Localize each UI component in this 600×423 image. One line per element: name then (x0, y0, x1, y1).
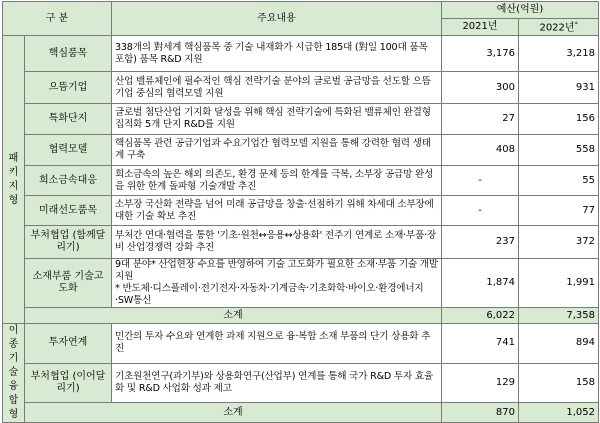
value-y2021: 1,874 (442, 259, 519, 308)
group-label: 이종기술융합형 (3, 324, 25, 423)
value-y2021: 741 (442, 324, 519, 364)
value-y2022: 372 (519, 226, 599, 259)
value-y2022: 931 (519, 72, 599, 104)
row-description: 산업 밸류체인에 필수적인 핵심 전략기술 분야의 글로벌 공급망을 선도할 으뜸기업 중심의 협력모델 지원 (112, 72, 442, 104)
value-y2022: 894 (519, 324, 599, 364)
row-name: 투자연계 (25, 324, 112, 364)
value-y2021: - (442, 166, 519, 196)
value-y2021: 27 (442, 104, 519, 135)
value-y2022: 156 (519, 104, 599, 135)
table-row (3, 226, 599, 259)
value-y2022: 158 (519, 363, 599, 403)
subtotal-y2022: 7,358 (519, 308, 599, 324)
subtotal-row (3, 308, 599, 324)
row-name: 특화단지 (25, 104, 112, 135)
header-2021: 2021년 (442, 19, 519, 36)
row-name: 희소금속대응 (25, 166, 112, 196)
table-row (3, 104, 599, 135)
value-y2022: 3,218 (519, 36, 599, 72)
footnote: * 반도체·디스플레이·전기전자·자동차·기계금속·기초화학·바이오·환경에너지·SW통신 (115, 283, 424, 306)
value-y2021: 300 (442, 72, 519, 104)
value-y2021: 237 (442, 226, 519, 259)
row-description: 338개의 對세계 핵심품목 중 기술 내재화가 시급한 185대 (對일 100대 품목 포함) 품목 R&D 지원 (112, 36, 442, 72)
value-y2021: - (442, 196, 519, 226)
row-description: 핵심품목 관련 공급기업과 수요기업간 협력모델 지원을 통해 강력한 협력 생태계 구축 (112, 135, 442, 166)
table-row (3, 36, 599, 72)
value-y2022: 558 (519, 135, 599, 166)
value-y2021: 3,176 (442, 36, 519, 72)
table-row (3, 196, 599, 226)
table-row (3, 324, 599, 364)
table-row (3, 363, 599, 403)
table-row (3, 72, 599, 104)
value-y2022: 1,991 (519, 259, 599, 308)
subtotal-row (3, 403, 599, 423)
budget-table (2, 1, 599, 423)
row-name: 협력모델 (25, 135, 112, 166)
subtotal-y2022: 1,052 (519, 403, 599, 423)
row-description: 부처간 연대·협력을 통한 '기초·원천↔응용↔상용화' 전주기 연계로 소재·부품·장비 산업경쟁력 강화 추진 (112, 226, 442, 259)
row-name: 미래선도품목 (25, 196, 112, 226)
subtotal-y2021: 870 (442, 403, 519, 423)
value-y2022: 55 (519, 166, 599, 196)
value-y2021: 129 (442, 363, 519, 403)
row-description: 9대 분야* 산업현장 수요를 반영하여 기술 고도화가 필요한 소재·부품 기술 개발 지원 * 반도체·디스플레이·전기전자·자동차·기계금속·기초화학·바이오·환경에너지·SW통신 (112, 259, 442, 308)
subtotal-label: 소계 (25, 403, 442, 423)
row-description: 기초원천연구(과기부)와 상용화연구(산업부) 연계를 통해 국가 R&D 투자 효율화 및 R&D 사업화 성과 제고 (112, 363, 442, 403)
header-row-1 (3, 2, 599, 19)
table-body (3, 36, 599, 423)
row-name: 핵심품목 (25, 36, 112, 72)
table-row (3, 166, 599, 196)
subtotal-y2021: 6,022 (442, 308, 519, 324)
row-name: 으뜸기업 (25, 72, 112, 104)
value-y2021: 408 (442, 135, 519, 166)
row-description: 소부장 국산화 전략을 넘어 미래 공급망을 창출·선점하기 위해 차세대 소부장에 대한 기술 확보 추진 (112, 196, 442, 226)
row-name: 부처협업 (함께달리기) (25, 226, 112, 259)
header-content: 주요내용 (112, 2, 442, 36)
row-description: 희소금속의 높은 해외 의존도, 환경 문제 등의 한계를 극복, 소부장 공급망 완성을 위한 한계 돌파형 기술개발 추진 (112, 166, 442, 196)
header-category: 구 분 (3, 2, 112, 36)
header-2022: 2022년* (519, 19, 599, 36)
row-name: 부처협업 (이어달리기) (25, 363, 112, 403)
row-description: 글로벌 첨단산업 기지화 달성을 위해 핵심 전략기술에 특화된 밸류체인 완결형 집적화 5개 단지 R&D를 지원 (112, 104, 442, 135)
subtotal-label: 소계 (25, 308, 442, 324)
row-description: 민간의 투자 수요와 연계한 과제 지원으로 융·복합 소재 부품의 단기 상용화 추진 (112, 324, 442, 364)
table-row (3, 259, 599, 308)
row-name: 소재부품 기술고도화 (25, 259, 112, 308)
header-budget: 예산(억원) (442, 2, 599, 19)
value-y2022: 77 (519, 196, 599, 226)
table-row (3, 135, 599, 166)
group-label: 패키지형 (3, 36, 25, 324)
